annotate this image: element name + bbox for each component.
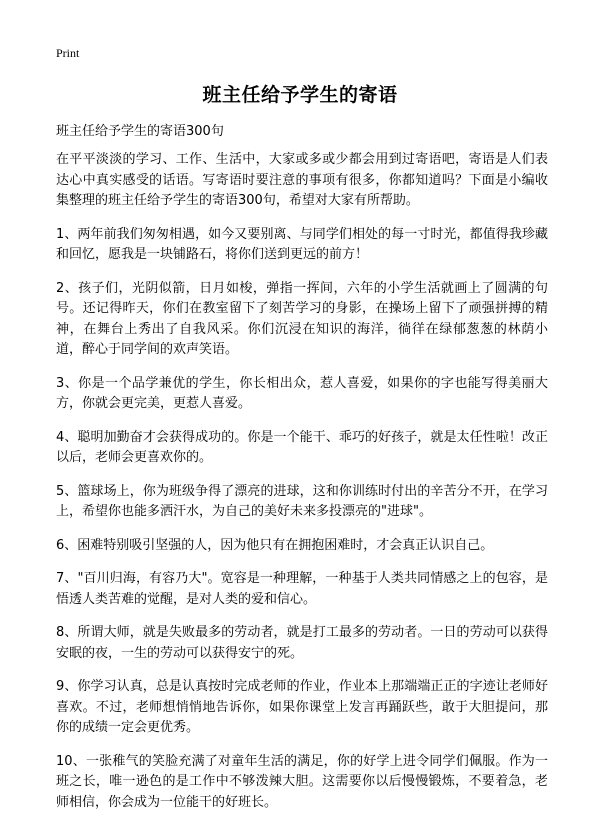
message-item-2: 2、孩子们，光阴似箭，日月如梭，弹指一挥间，六年的小学生活就画上了圆满的句号。还记得昨天，你们在教室留下了刻苦学习的身影，在操场上留下了顽强拼搏的精神，在舞台上秀出了自我风采。你们沉浸在知识的海洋，徜徉在绿郁葱葱的林荫小道，醉心于同学间的欢声笑语。 (56, 280, 548, 357)
article-subtitle: 班主任给予学生的寄语300句 (56, 124, 224, 139)
message-item-4: 4、聪明加勤奋才会获得成功的。你是一个能干、乖巧的好孩子，就是太任性啦！改正以后，老师会更喜欢你的。 (56, 429, 548, 465)
message-item-8: 8、所谓大师，就是失败最多的劳动者，就是打工最多的劳动者。一日的劳动可以获得安眠的夜，一生的劳动可以获得安宁的死。 (56, 625, 548, 661)
article-body (56, 150, 548, 826)
message-item-7: 7、"百川归海，有容乃大"。宽容是一种理解，一种基于人类共同情感之上的包容，是悟透人类苦难的觉醒，是对人类的爱和信心。 (56, 571, 548, 607)
message-item-6: 6、困难特别吸引坚强的人，因为他只有在拥抱困难时，才会真正认识自己。 (56, 537, 494, 553)
message-item-5: 5、篮球场上，你为班级争得了漂亮的进球，这和你训练时付出的辛苦分不开，在学习上，希望你也能多洒汗水，为自己的美好未来多投漂亮的"进球"。 (56, 483, 548, 519)
message-item-10: 10、一张稚气的笑脸充满了对童年生活的满足，你的好学上进令同学们佩服。作为一班之长，唯一逊色的是工作中不够泼辣大胆。这需要你以后慢慢锻炼，不要着急，老师相信，你会成为一位能干的好班长。 (56, 753, 548, 810)
print-link[interactable]: Print (56, 46, 80, 60)
message-item-9: 9、你学习认真，总是认真按时完成老师的作业，作业本上那端端正正的字迹让老师好喜欢。不过，老师想悄悄地告诉你，如果你课堂上发言再踊跃些，敢于大胆提问，那你的成绩一定会更优秀。 (56, 679, 548, 735)
page-title: 班主任给予学生的寄语 (202, 84, 398, 106)
message-item-1: 1、两年前我们匆匆相遇，如今又要别离、与同学们相处的每一寸时光，都值得我珍藏和回忆，愿我是一块铺路石，将你们送到更远的前方！ (56, 226, 548, 262)
intro-paragraph: 在平平淡淡的学习、工作、生活中，大家或多或少都会用到过寄语吧，寄语是人们表达心中真实感受的话语。写寄语时要注意的事项有很多，你都知道吗？下面是小编收集整理的班主任给予学生的寄语300句，希望对大家有所帮助。 (56, 152, 548, 208)
message-item-3: 3、你是一个品学兼优的学生，你长相出众，惹人喜爱，如果你的字也能写得美丽大方，你就会更完美，更惹人喜爱。 (56, 375, 548, 411)
